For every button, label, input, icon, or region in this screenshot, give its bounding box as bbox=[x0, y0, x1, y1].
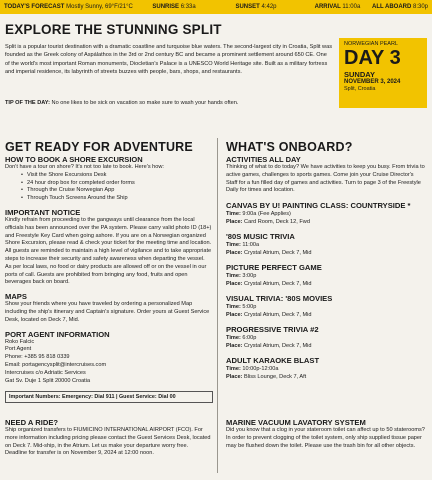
event-item bbox=[226, 356, 426, 381]
agent-email: Email: portagencysplit@intercruises.com bbox=[5, 361, 107, 368]
left-heading: GET READY FOR ADVENTURE bbox=[5, 140, 193, 154]
emergency-numbers: Important Numbers: Emergency: Dial 911 | Guest Service: Dial 00 bbox=[5, 391, 213, 403]
agent-role: Port Agent bbox=[5, 346, 32, 353]
howto-intro: Don't have a tour on shore? It's not too late to book. Here's how: bbox=[5, 164, 164, 170]
all-aboard bbox=[372, 4, 428, 10]
notice-heading: IMPORTANT NOTICE bbox=[5, 207, 81, 217]
intro-paragraph: Split is a popular tourist destination with a dramatic coastline and turquoise blue waters. The second-largest city in Croatia, Split was founded as the Greek colony of Aspálathos in the 3rd or 2nd century BC and became a prominent settlement around 650 CE. One of the world's most important Roman monuments, Diocletian's Palace is a UNESCO World Heritage site. Built as a military fortress and imperial residence, its labyrinth of streets buzzes with people, bars, shops, and restaurants. bbox=[5, 44, 332, 76]
need-a-ride-section bbox=[5, 418, 215, 458]
event-time: Time: 9:00a (Fee Applies) bbox=[226, 211, 291, 218]
event-item bbox=[226, 325, 426, 350]
left-column bbox=[5, 140, 212, 403]
arrival-label: ARRIVAL bbox=[314, 4, 341, 10]
weekday: SUNDAY bbox=[344, 70, 375, 79]
sunset-value: 4:42p bbox=[261, 4, 277, 10]
forecast-label: TODAY'S FORECAST bbox=[4, 4, 65, 10]
agent-company: Intercruises c/o Adriatic Services bbox=[5, 369, 86, 376]
tip-text: No one likes to be sick on vacation so make sure to wash your hands often. bbox=[51, 100, 239, 106]
column-divider bbox=[217, 138, 218, 473]
notice-text: Kindly refrain from proceeding to the gangways until clearance from the local officials has been announced over the PA system. Please carry valid photo ID (18+) and Freestyle Key Card when going ashore. If you are on a Norwegian organized Shore Excursion, please read & check your ticket for the meeting time and location. All guests are reminded to maintain a high level of vigilance and to take appropriate steps to increase their security and safety awareness when departing the vessel. bbox=[5, 216, 212, 262]
list-item: • 24 hour drop box for completed order forms bbox=[21, 180, 212, 188]
event-time: Time: 11:00a bbox=[226, 242, 260, 249]
event-place: Place: Bliss Lounge, Deck 7, Aft bbox=[226, 374, 307, 381]
ship-name: NORWEGIAN PEARL bbox=[344, 41, 398, 47]
port-name: Split, Croatia bbox=[344, 86, 376, 92]
forecast bbox=[4, 4, 152, 10]
howto-heading: HOW TO BOOK A SHORE EXCURSION bbox=[5, 155, 143, 164]
activities-intro: Thinking of what to do today? We have activities to keep you busy. From trivia to active games, challenges to sports games. Come join your Cruise Director's Staff for a fun filled day of games and activities. Turn to page 3 of the Freestyle Daily for times and location. bbox=[226, 164, 425, 194]
event-place: Place: Crystal Atrium, Deck 7, Mid bbox=[226, 281, 312, 288]
list-item: • Through Touch Screens Around the Ship bbox=[21, 195, 212, 203]
page-title: EXPLORE THE STUNNING SPLIT bbox=[5, 22, 222, 37]
forecast-bar bbox=[0, 0, 432, 14]
ride-text: Ship organized transfers to FIUMICINO INTERNATIONAL AIRPORT (FCO). For more information including pricing please contact the Guest Services Desk, located on Deck 7. Mid-ship, in the Atrium. Let us make your departure worry free. bbox=[5, 427, 211, 449]
arrival bbox=[315, 4, 372, 10]
event-time: Time: 10:00p-12:00a bbox=[226, 366, 279, 373]
agent-heading: PORT AGENT INFORMATION bbox=[5, 329, 110, 339]
date: NOVEMBER 3, 2024 bbox=[344, 79, 401, 85]
right-column bbox=[226, 140, 426, 381]
lavatory-section bbox=[226, 418, 426, 450]
sunset bbox=[235, 4, 314, 10]
event-time: Time: 6:00p bbox=[226, 335, 257, 342]
list-item: • Through the Cruise Norwegian App bbox=[21, 187, 212, 195]
event-place: Place: Crystal Atrium, Deck 7, Mid bbox=[226, 312, 312, 319]
event-time: Time: 5:00p bbox=[226, 304, 257, 311]
sunrise-label: SUNRISE bbox=[152, 4, 180, 10]
event-title: PICTURE PERFECT GAME bbox=[226, 263, 322, 273]
forecast-value: Mostly Sunny, 69°F/21°C bbox=[66, 4, 133, 10]
agent-name: Roko Falcic bbox=[5, 338, 35, 345]
event-title: VISUAL TRIVIA: '80S MOVIES bbox=[226, 294, 333, 304]
event-title: '80S MUSIC TRIVIA bbox=[226, 232, 295, 242]
sunset-label: SUNSET bbox=[235, 4, 260, 10]
sunrise bbox=[152, 4, 235, 10]
event-place: Place: Crystal Atrium, Deck 7, Mid bbox=[226, 250, 312, 257]
howto-steps bbox=[21, 172, 212, 203]
event-title: CANVAS BY U! PAINTING CLASS: COUNTRYSIDE * bbox=[226, 201, 411, 211]
ride-heading: NEED A RIDE? bbox=[5, 418, 59, 427]
event-item bbox=[226, 294, 426, 319]
tip-of-the-day bbox=[5, 100, 333, 106]
notice-text-2: As per local laws, no food or dairy products are allowed off or on the vessel in our ports of call. Guests are prohibited from bringing any food, fruits and open beverages back on board. bbox=[5, 263, 207, 286]
event-item bbox=[226, 201, 426, 226]
daily-page bbox=[0, 14, 432, 480]
right-heading: WHAT'S ONBOARD? bbox=[226, 140, 353, 154]
day-box bbox=[339, 38, 427, 108]
activities-heading: ACTIVITIES ALL DAY bbox=[226, 155, 301, 164]
event-item bbox=[226, 263, 426, 288]
lavatory-text: Did you know that a clog in your stateroom toilet can affect up to 50 staterooms? In order to prevent clogging of the toilet system, only ship supplied tissue paper may be flushed down the toilet. Please use the trash bin for all other objects. bbox=[226, 427, 425, 449]
event-title: ADULT KARAOKE BLAST bbox=[226, 356, 320, 366]
maps-heading: MAPS bbox=[5, 292, 27, 302]
event-place: Place: Card Room, Deck 12, Fwd bbox=[226, 219, 310, 226]
event-title: PROGRESSIVE TRIVIA #2 bbox=[226, 325, 319, 335]
all-aboard-value: 8:30p bbox=[413, 4, 429, 10]
tip-label: TIP OF THE DAY: bbox=[5, 100, 50, 106]
agent-phone: Phone: +385 95 818 0339 bbox=[5, 354, 70, 361]
lavatory-heading: MARINE VACUUM LAVATORY SYSTEM bbox=[226, 418, 366, 427]
day-number: DAY 3 bbox=[344, 47, 401, 69]
event-item bbox=[226, 232, 426, 257]
all-aboard-label: ALL ABOARD bbox=[371, 4, 412, 10]
ride-deadline: Deadline for transfer is on November 9, 2024 at 12:00 noon. bbox=[5, 450, 154, 457]
maps-text: Show your friends where you have traveled by ordering a personalized Map including the ship's itinerary and Captain's signature. Order yours at Guest Service Desk, located on Deck 7, Mid. bbox=[5, 301, 210, 323]
event-place: Place: Crystal Atrium, Deck 7, Mid bbox=[226, 343, 312, 350]
list-item: • Visit the Shore Excursions Desk bbox=[21, 172, 212, 180]
arrival-value: 11:00a bbox=[342, 4, 361, 10]
agent-address: Gat Sv. Duje 1 Split 20000 Croatia bbox=[5, 377, 91, 384]
event-time: Time: 3:00p bbox=[226, 273, 257, 280]
sunrise-value: 6:33a bbox=[180, 4, 196, 10]
